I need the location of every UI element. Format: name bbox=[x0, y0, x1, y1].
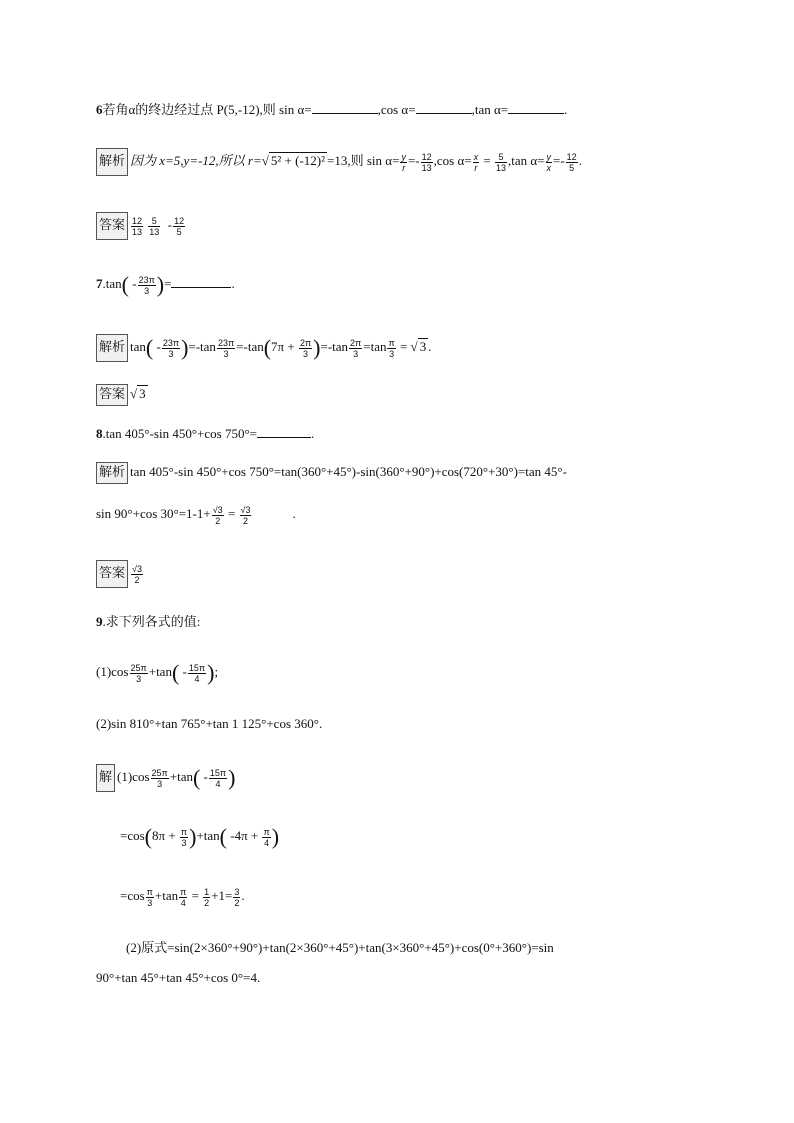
analysis-tag: 解析 bbox=[96, 148, 128, 176]
numerator: 23π bbox=[162, 337, 180, 348]
numerator: 5 bbox=[148, 216, 160, 227]
radicand: 3 bbox=[419, 339, 427, 354]
analysis-text: =tan bbox=[363, 339, 387, 354]
minus-sign: - bbox=[200, 769, 208, 784]
denominator: 2 bbox=[134, 574, 140, 585]
answer-7 bbox=[96, 384, 148, 406]
denominator: 3 bbox=[157, 778, 163, 789]
question-9-part-2 bbox=[96, 714, 322, 734]
solution-9-step-2 bbox=[120, 826, 279, 848]
denominator: r bbox=[474, 162, 478, 173]
numerator: 23π bbox=[217, 337, 235, 348]
answer-tag: 答案 bbox=[96, 384, 128, 406]
denominator: 13 bbox=[149, 226, 160, 237]
denominator: x bbox=[546, 162, 551, 173]
question-text: ,tan α= bbox=[471, 102, 509, 117]
fraction bbox=[349, 338, 362, 359]
fraction bbox=[173, 216, 185, 237]
minus-sign: - bbox=[153, 339, 161, 354]
radicand: 3 bbox=[139, 386, 146, 401]
numerator: 2π bbox=[299, 337, 312, 348]
question-number: 8 bbox=[96, 426, 103, 441]
fraction bbox=[180, 827, 188, 848]
punctuation: . bbox=[428, 339, 432, 354]
right-paren: ) bbox=[181, 335, 189, 361]
analysis-8-line-2 bbox=[96, 504, 296, 526]
denominator: 13 bbox=[132, 226, 143, 237]
analysis-8-line-1 bbox=[96, 462, 567, 484]
numerator: x bbox=[473, 151, 479, 162]
question-text: .求下列各式的值: bbox=[102, 614, 201, 629]
right-paren: ) bbox=[207, 660, 215, 686]
equals: = bbox=[224, 506, 239, 521]
sqrt-expression: √ 3 bbox=[410, 339, 427, 354]
numerator: 3 bbox=[234, 886, 240, 897]
fraction bbox=[151, 768, 169, 789]
punctuation: . bbox=[231, 276, 235, 291]
question-8 bbox=[96, 424, 314, 444]
answer-tag: 答案 bbox=[96, 212, 128, 240]
numerator: 5 bbox=[495, 152, 507, 163]
analysis-text: =-tan bbox=[188, 339, 216, 354]
denominator: 3 bbox=[303, 348, 309, 359]
numerator: y bbox=[546, 151, 551, 162]
fraction bbox=[217, 338, 235, 359]
analysis-text: =13,则 sin α= bbox=[327, 153, 400, 168]
fraction bbox=[146, 887, 154, 908]
solution-text: 90°+tan 45°+tan 45°+cos 0°=4. bbox=[96, 970, 261, 985]
denominator: 13 bbox=[495, 162, 506, 173]
punctuation: . bbox=[578, 153, 582, 168]
question-7 bbox=[96, 274, 235, 296]
solution-9-step-3 bbox=[120, 886, 245, 908]
analysis-text: ,cos α= bbox=[433, 153, 472, 168]
fraction bbox=[131, 216, 143, 237]
question-number: 9 bbox=[96, 614, 103, 629]
analysis-tag: 解析 bbox=[96, 334, 128, 362]
punctuation: ; bbox=[214, 664, 219, 679]
denominator: 4 bbox=[194, 673, 200, 684]
minus-sign: - bbox=[128, 276, 137, 291]
fraction bbox=[212, 505, 224, 526]
left-paren: ( bbox=[219, 824, 227, 850]
solution-text: +tan bbox=[169, 769, 193, 784]
fraction bbox=[387, 338, 395, 359]
solution-text: +tan bbox=[154, 888, 179, 903]
analysis-text: =- bbox=[407, 153, 420, 168]
fraction bbox=[209, 768, 227, 789]
fraction bbox=[188, 663, 206, 684]
left-paren: ( bbox=[171, 660, 180, 686]
fraction bbox=[495, 152, 507, 173]
question-text: +tan bbox=[148, 664, 172, 679]
answer-8 bbox=[96, 560, 144, 588]
analysis-text: = bbox=[480, 153, 494, 168]
numerator: y bbox=[401, 151, 406, 162]
denominator: 3 bbox=[168, 348, 174, 359]
question-text: .tan bbox=[102, 276, 122, 291]
fraction bbox=[400, 152, 407, 173]
analysis-tag: 解析 bbox=[96, 462, 128, 484]
fraction bbox=[566, 152, 578, 173]
question-9-part-1 bbox=[96, 662, 218, 684]
denominator: 3 bbox=[144, 285, 150, 296]
denominator: 5 bbox=[176, 226, 182, 237]
equals: = bbox=[188, 888, 203, 903]
right-paren: ) bbox=[156, 272, 165, 298]
fraction bbox=[473, 152, 480, 173]
equals: = bbox=[164, 276, 172, 291]
answer-blank[interactable] bbox=[312, 101, 378, 114]
numerator: 15π bbox=[188, 662, 206, 673]
answer-blank[interactable] bbox=[257, 425, 311, 438]
fraction bbox=[138, 275, 156, 296]
numerator: 2π bbox=[350, 337, 362, 348]
analysis-text: 7π + bbox=[271, 339, 298, 354]
numerator: π bbox=[263, 826, 270, 837]
sqrt-expression: √ 5² + (-12)² bbox=[261, 153, 326, 168]
numerator: 15π bbox=[209, 767, 227, 778]
denominator: 5 bbox=[569, 162, 575, 173]
denominator: 3 bbox=[181, 837, 187, 848]
denominator: 2 bbox=[204, 897, 210, 908]
analysis-text: = bbox=[396, 339, 411, 354]
fraction bbox=[130, 663, 148, 684]
solution-text: -4π + bbox=[227, 828, 262, 843]
question-text: 若角α的终边经过点 P(5,-12),则 sin α= bbox=[102, 102, 312, 117]
numerator: 23π bbox=[138, 274, 155, 285]
solution-text: (2)原式=sin(2×360°+90°)+tan(2×360°+45°)+tan(3×360°+45°)+cos(0°+360°)=sin bbox=[126, 940, 554, 955]
sqrt-expression: √ 3 bbox=[130, 386, 146, 401]
right-paren: ) bbox=[271, 824, 280, 850]
question-text: (1)cos bbox=[96, 664, 129, 679]
punctuation: . bbox=[241, 888, 245, 903]
numerator: 12 bbox=[566, 151, 577, 162]
question-number: 7 bbox=[96, 276, 103, 291]
fraction bbox=[148, 216, 160, 237]
question-text: ,cos α= bbox=[377, 102, 416, 117]
analysis-text: =-tan bbox=[320, 339, 349, 354]
fraction bbox=[179, 887, 187, 908]
numerator: π bbox=[180, 886, 187, 897]
analysis-text: 因为 x=5,y=-12,所以 r= bbox=[130, 153, 262, 168]
fraction bbox=[131, 564, 143, 585]
analysis-text: tan bbox=[130, 339, 146, 354]
punctuation: . bbox=[292, 506, 296, 521]
denominator: 13 bbox=[421, 162, 432, 173]
question-text: (2)sin 810°+tan 765°+tan 1 125°+cos 360°. bbox=[96, 716, 323, 731]
denominator: 3 bbox=[353, 348, 359, 359]
solution-text: =cos bbox=[120, 828, 145, 843]
radicand: 5² + (-12)² bbox=[270, 153, 326, 168]
analysis-7 bbox=[96, 334, 431, 362]
answer-tag: 答案 bbox=[96, 560, 128, 588]
solution-9-step-1 bbox=[96, 764, 235, 792]
answer-blank[interactable] bbox=[171, 275, 231, 288]
minus-sign: - bbox=[179, 664, 187, 679]
answer-blank[interactable] bbox=[416, 101, 472, 114]
solution-text: =cos bbox=[120, 888, 145, 903]
denominator: 4 bbox=[264, 837, 270, 848]
solution-tag: 解 bbox=[96, 764, 115, 792]
denominator: 2 bbox=[234, 897, 240, 908]
left-paren: ( bbox=[263, 335, 272, 361]
question-text: .tan 405°-sin 450°+cos 750°= bbox=[102, 426, 257, 441]
analysis-6 bbox=[96, 148, 582, 176]
answer-6 bbox=[96, 212, 186, 240]
denominator: 4 bbox=[180, 897, 186, 908]
denominator: 4 bbox=[215, 778, 221, 789]
analysis-text: sin 90°+cos 30°=1-1+ bbox=[96, 506, 211, 521]
right-paren: ) bbox=[313, 335, 321, 361]
denominator: 3 bbox=[223, 348, 229, 359]
fraction bbox=[162, 338, 180, 359]
left-paren: ( bbox=[144, 824, 152, 850]
denominator: 2 bbox=[215, 515, 221, 526]
fraction bbox=[546, 152, 553, 173]
fraction bbox=[233, 887, 240, 908]
answer-blank[interactable] bbox=[508, 101, 564, 114]
solution-text: +tan bbox=[196, 828, 220, 843]
numerator: 25π bbox=[130, 662, 147, 673]
numerator: √3 bbox=[132, 563, 142, 574]
solution-9-part-2-line-2 bbox=[96, 968, 260, 988]
question-6 bbox=[96, 100, 567, 120]
denominator: 3 bbox=[389, 348, 395, 359]
fraction bbox=[203, 887, 210, 908]
solution-text: +1= bbox=[211, 888, 233, 903]
numerator: 25π bbox=[151, 767, 168, 778]
denominator: 3 bbox=[147, 897, 153, 908]
denominator: 2 bbox=[243, 515, 249, 526]
right-paren: ) bbox=[189, 824, 197, 850]
numerator: 1 bbox=[204, 886, 210, 897]
punctuation: . bbox=[564, 102, 568, 117]
numerator: 12 bbox=[174, 215, 185, 226]
left-paren: ( bbox=[121, 272, 129, 298]
solution-text: 8π + bbox=[152, 828, 179, 843]
fraction bbox=[240, 505, 252, 526]
solution-text: (1)cos bbox=[117, 769, 150, 784]
question-number: 6 bbox=[96, 102, 103, 117]
left-paren: ( bbox=[145, 335, 154, 361]
analysis-text: ,tan α= bbox=[507, 153, 545, 168]
denominator: 3 bbox=[136, 673, 142, 684]
fraction bbox=[262, 827, 270, 848]
right-paren: ) bbox=[228, 765, 236, 791]
minus-sign: - bbox=[167, 217, 173, 232]
numerator: √3 bbox=[212, 504, 223, 515]
analysis-text: tan 405°-sin 450°+cos 750°=tan(360°+45°)-sin(360°+90°)+cos(720°+30°)=tan 45°- bbox=[130, 464, 567, 479]
fraction bbox=[421, 152, 433, 173]
numerator: π bbox=[180, 826, 188, 837]
left-paren: ( bbox=[192, 765, 201, 791]
numerator: π bbox=[388, 337, 395, 348]
numerator: π bbox=[146, 886, 153, 897]
numerator: 12 bbox=[132, 215, 143, 226]
fraction bbox=[299, 338, 312, 359]
analysis-text: =-tan bbox=[236, 339, 264, 354]
analysis-text: =- bbox=[553, 153, 565, 168]
numerator: √3 bbox=[240, 504, 251, 515]
numerator: 12 bbox=[421, 151, 432, 162]
solution-9-part-2-line-1 bbox=[126, 938, 554, 958]
denominator: r bbox=[402, 162, 406, 173]
question-9 bbox=[96, 612, 200, 632]
punctuation: . bbox=[310, 426, 315, 441]
